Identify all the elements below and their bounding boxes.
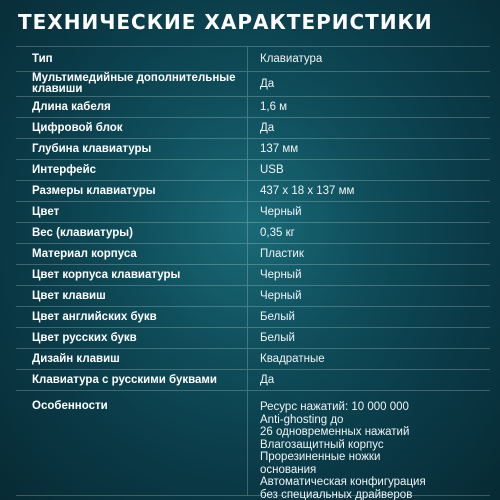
- spec-key: Цвет клавиш: [16, 286, 248, 306]
- spec-key: Особенности: [16, 391, 248, 495]
- spec-key: Глубина клавиатуры: [16, 139, 248, 159]
- spec-value: 0,35 кг: [260, 227, 295, 239]
- spec-row-body-color: [16, 265, 490, 286]
- spec-value: Да: [260, 78, 275, 90]
- spec-key: Вес (клавиатуры): [16, 223, 248, 243]
- spec-key: Материал корпуса: [16, 244, 248, 264]
- spec-value: Белый: [260, 332, 295, 344]
- spec-row-key-color: [16, 286, 490, 307]
- spec-key: Цвет английских букв: [16, 307, 248, 327]
- spec-row-key-design: [16, 349, 490, 370]
- spec-key: Цифровой блок: [16, 118, 248, 138]
- spec-value: Ресурс нажатий: 10 000 000 Anti-ghosting до 26 одновременных нажатий Влагозащитный корпус Прорезиненные ножки основания Автоматическая конфигурация без специальных драйверов: [260, 401, 426, 500]
- spec-key: Мультимедийные дополнительные клавиши: [16, 72, 248, 96]
- spec-key: Цвет: [16, 202, 248, 222]
- spec-value: Черный: [260, 269, 302, 281]
- spec-value: Пластик: [260, 248, 304, 260]
- spec-value: Клавиатура: [260, 53, 323, 65]
- spec-row-russian-letters: [16, 328, 490, 349]
- spec-value: USB: [260, 164, 284, 176]
- specs-table: [16, 46, 490, 500]
- spec-value: Да: [260, 374, 275, 386]
- spec-value: 137 мм: [260, 143, 299, 155]
- spec-row-interface: [16, 160, 490, 181]
- spec-value: Квадратные: [260, 353, 325, 365]
- spec-row-english-letters: [16, 307, 490, 328]
- spec-key: Цвет корпуса клавиатуры: [16, 265, 248, 285]
- spec-key: Клавиатура с русскими буквами: [16, 370, 248, 390]
- spec-row-numpad: [16, 118, 490, 139]
- spec-key: Длина кабеля: [16, 97, 248, 117]
- spec-key: Цвет русских букв: [16, 328, 248, 348]
- spec-value: Да: [260, 122, 275, 134]
- spec-key: Интерфейс: [16, 160, 248, 180]
- spec-key: Дизайн клавиш: [16, 349, 248, 369]
- spec-key: Тип: [16, 47, 248, 71]
- spec-value: Черный: [260, 206, 302, 218]
- spec-value: 437 х 18 х 137 мм: [260, 185, 355, 197]
- spec-key: Размеры клавиатуры: [16, 181, 248, 201]
- spec-row-dimensions: [16, 181, 490, 202]
- spec-value: Белый: [260, 311, 295, 323]
- spec-row-body-material: [16, 244, 490, 265]
- spec-row-depth: [16, 139, 490, 160]
- spec-row-features: [16, 391, 490, 500]
- spec-row-multimedia-keys: [16, 72, 490, 97]
- page-title: ТЕХНИЧЕСКИЕ ХАРАКТЕРИСТИКИ: [18, 10, 433, 34]
- spec-row-cable-length: [16, 97, 490, 118]
- spec-value: Черный: [260, 290, 302, 302]
- spec-row-type: [16, 47, 490, 72]
- spec-value: 1,6 м: [260, 101, 288, 113]
- spec-row-weight: [16, 223, 490, 244]
- spec-row-color: [16, 202, 490, 223]
- spec-row-russian-keyboard: [16, 370, 490, 391]
